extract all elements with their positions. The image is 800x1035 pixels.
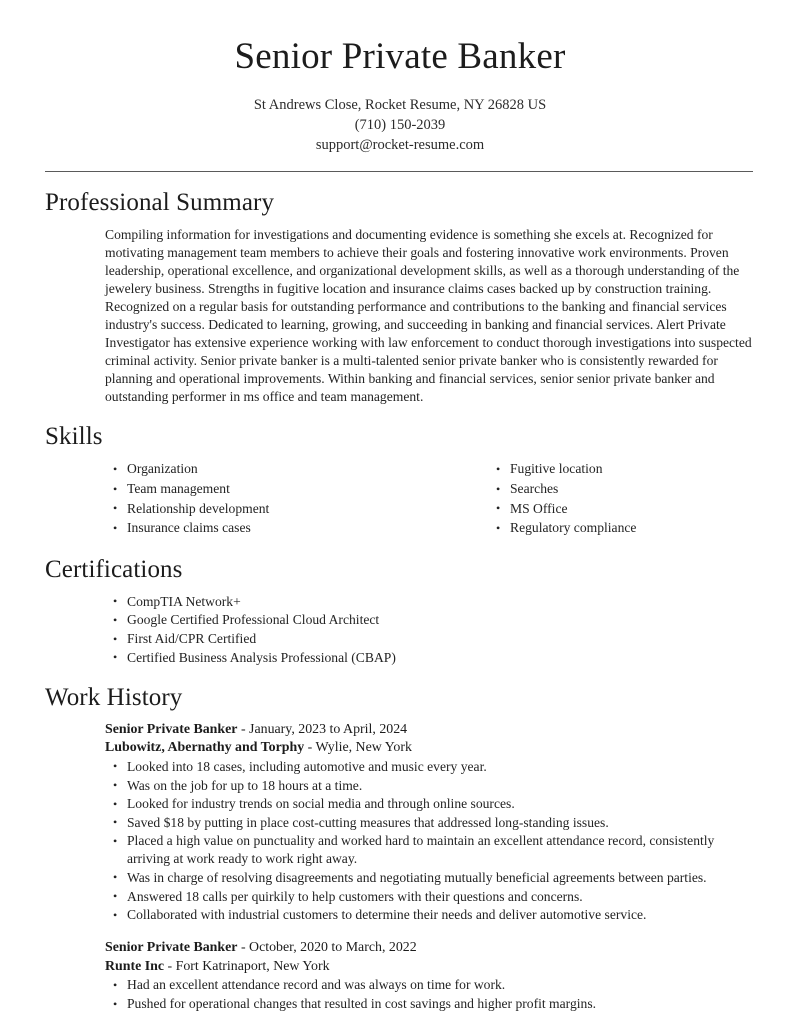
job-separator: - <box>237 940 250 956</box>
job-bullet-item: • Saved $18 by putting in place cost-cutting measures that addressed long-standing issues. <box>105 814 755 832</box>
job-entry <box>105 939 755 1013</box>
job-bullet-item: • Was on the job for up to 18 hours at a time. <box>105 777 755 795</box>
skill-item: • Organization <box>105 460 430 478</box>
job-title: Senior Private Banker <box>105 721 238 737</box>
header-divider <box>45 171 753 172</box>
section-heading-certifications: Certifications <box>45 555 183 583</box>
section-certifications <box>0 555 800 667</box>
contact-phone: (710) 150-2039 <box>354 116 446 133</box>
skill-item: • Regulatory compliance <box>488 519 755 537</box>
certifications-body <box>105 593 755 667</box>
job-bullet-item: • Was in charge of resolving disagreements and negotiating mutually beneficial agreements between parties. <box>105 869 755 887</box>
page-title: Senior Private Banker <box>234 36 566 77</box>
job-title: Senior Private Banker <box>105 940 238 956</box>
section-work-history <box>0 683 800 1013</box>
job-bullet-item: • Looked into 18 cases, including automotive and music every year. <box>105 758 755 776</box>
skill-item: • MS Office <box>488 500 755 518</box>
skills-list-1 <box>105 460 430 537</box>
section-heading-summary: Professional Summary <box>45 188 275 216</box>
job-company: Runte Inc <box>105 958 165 974</box>
job-location: Wylie, New York <box>315 740 412 756</box>
job-bullet-list <box>105 758 755 924</box>
skill-item: • Insurance claims cases <box>105 519 430 537</box>
certification-item: • Certified Business Analysis Professional (CBAP) <box>105 649 755 667</box>
skills-list-2 <box>488 460 755 537</box>
contact-email: support@rocket-resume.com <box>315 136 485 153</box>
job-company-line <box>105 958 755 977</box>
section-professional-summary <box>0 188 800 407</box>
skill-item: • Searches <box>488 480 755 498</box>
skills-grid <box>105 460 755 538</box>
job-dates: January, 2023 to April, 2024 <box>249 721 408 737</box>
job-entry <box>105 721 755 925</box>
certification-item: • Google Certified Professional Cloud Architect <box>105 611 755 629</box>
job-company: Lubowitz, Abernathy and Torphy <box>105 740 305 756</box>
job-bullet-list <box>105 976 755 1013</box>
job-bullet-item: • Pushed for operational changes that resulted in cost savings and higher profit margins. <box>105 995 755 1013</box>
job-bullet-item: • Looked for industry trends on social media and through online sources. <box>105 795 755 813</box>
job-separator: - <box>237 721 250 737</box>
job-bullet-item: • Answered 18 calls per quirkily to help customers with their questions and concerns. <box>105 888 755 906</box>
certification-item: • CompTIA Network+ <box>105 593 755 611</box>
job-dates: October, 2020 to March, 2022 <box>249 940 417 956</box>
contact-address: St Andrews Close, Rocket Resume, NY 26828 US <box>253 96 547 113</box>
skills-column-2 <box>430 460 755 538</box>
work-history-list <box>105 721 755 1013</box>
job-company-line <box>105 739 755 758</box>
certification-item: • First Aid/CPR Certified <box>105 630 755 648</box>
certifications-list <box>105 593 755 667</box>
job-location: Fort Katrinaport, New York <box>175 958 330 974</box>
job-bullet-item: • Collaborated with industrial customers to determine their needs and deliver automotive service. <box>105 906 755 924</box>
skill-item: • Team management <box>105 480 430 498</box>
job-bullet-item: • Placed a high value on punctuality and worked hard to maintain an excellent attendance record, consistently arriving at work ready to work right away. <box>105 832 755 868</box>
job-separator: - <box>304 740 316 756</box>
summary-paragraph: Compiling information for investigations and documenting evidence is something she excels at. Recognized for motivating management team members to achieve their goals and fostering innovative work environments. Proven leadership, operational excellence, and organizational development skills, as well as a thorough understanding of the jewelery business. Strengths in fugitive location and insurance claims cases backed up by construction training. Recognized on a regular basis for outstanding performance and contributions to the banking and financial services industry's success. Dedicated to learning, growing, and succeeding in banking and financial services. Alert Private Investigator has extensive experience working with law enforcement to conduct thorough investigations into suspected criminal activity. Senior private banker is a multi-talented senior private banker who is consistently rewarded for planning and operational improvements. Within banking and financial services, senior senior private banker and outstanding performer in ms office and team management. <box>105 226 752 405</box>
section-heading-skills: Skills <box>45 423 103 451</box>
job-separator: - <box>164 958 176 974</box>
skill-item: • Relationship development <box>105 500 430 518</box>
skills-column-1 <box>105 460 430 538</box>
job-title-line <box>105 939 755 958</box>
job-title-line <box>105 721 755 740</box>
section-heading-work-history: Work History <box>45 683 183 711</box>
skill-item: • Fugitive location <box>488 460 755 478</box>
section-skills <box>0 422 800 538</box>
resume-header <box>0 0 800 155</box>
job-bullet-item: • Had an excellent attendance record and was always on time for work. <box>105 976 755 994</box>
summary-body <box>105 226 755 407</box>
